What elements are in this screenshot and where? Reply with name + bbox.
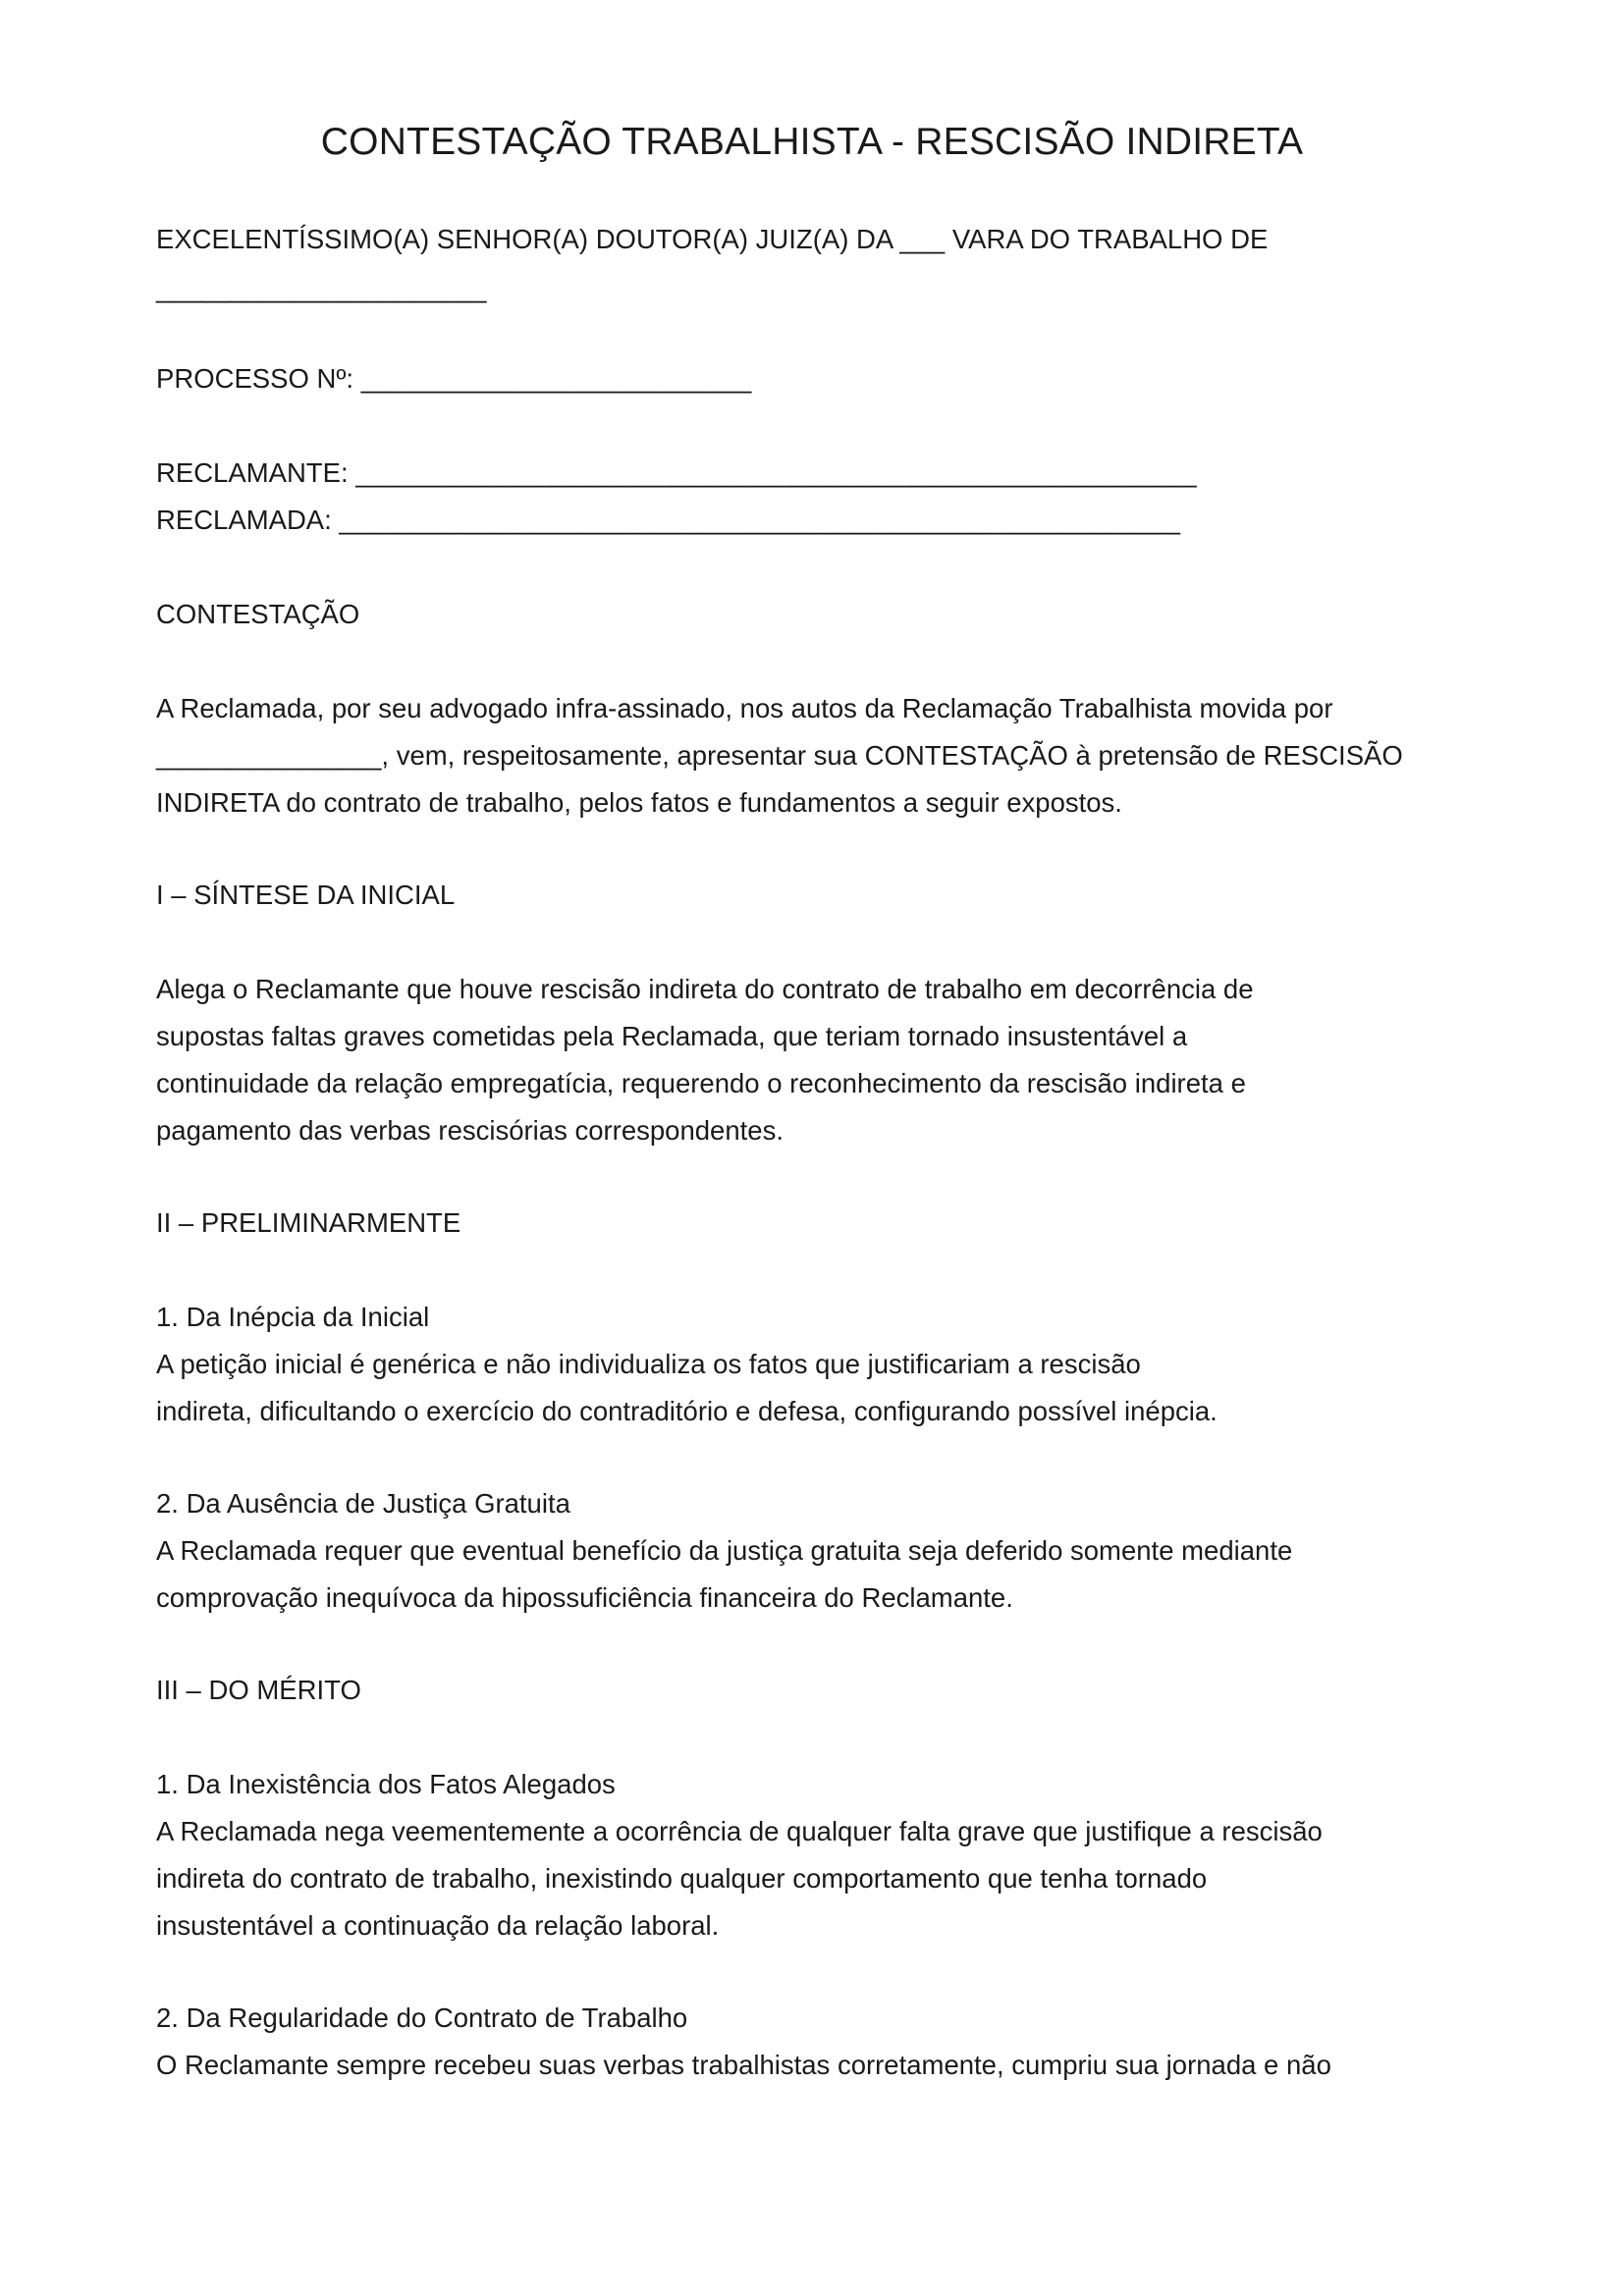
section-heading-preliminary: II – PRELIMINARMENTE (156, 1207, 461, 1238)
justica-gratuita-line: comprovação inequívoca da hipossuficiência financeira do Reclamante. (156, 1582, 1013, 1613)
contestation-heading: CONTESTAÇÃO (156, 599, 360, 629)
inexistencia-line: insustentável a continuação da relação laboral. (156, 1910, 720, 1941)
regularidade-line: O Reclamante sempre recebeu suas verbas trabalhistas corretamente, cumpriu sua jornada e não (156, 2050, 1331, 2080)
synthesis-line: continuidade da relação empregatícia, requerendo o reconhecimento da rescisão indireta e (156, 1068, 1246, 1098)
synthesis-line: Alega o Reclamante que houve rescisão indireta do contrato de trabalho em decorrência de (156, 974, 1254, 1004)
intro-line: A Reclamada, por seu advogado infra-assinado, nos autos da Reclamação Trabalhista movida por (156, 693, 1333, 723)
inexistencia-line: indireta do contrato de trabalho, inexistindo qualquer comportamento que tenha tornado (156, 1863, 1208, 1894)
respondent-field: RECLAMADA: ________________________________________________________ (156, 505, 1180, 535)
section-heading-synthesis: I – SÍNTESE DA INICIAL (156, 880, 456, 910)
inepcia-line: A petição inicial é genérica e não individualiza os fatos que justificariam a rescisão (156, 1349, 1141, 1379)
inepcia-line: indireta, dificultando o exercício do contraditório e defesa, configurando possível inépcia. (156, 1396, 1218, 1426)
claimant-field: RECLAMANTE: ________________________________________________________ (156, 457, 1197, 488)
subsection-title-justica-gratuita: 2. Da Ausência de Justiça Gratuita (156, 1488, 570, 1519)
subsection-title-inepcia: 1. Da Inépcia da Inicial (156, 1302, 430, 1332)
synthesis-line: supostas faltas graves cometidas pela Reclamada, que teriam tornado insustentável a (156, 1021, 1188, 1051)
section-heading-merit: III – DO MÉRITO (156, 1675, 361, 1705)
intro-line: _______________, vem, respeitosamente, apresentar sua CONTESTAÇÃO à pretensão de RESCISÃO (156, 740, 1403, 771)
synthesis-line: pagamento das verbas rescisórias correspondentes. (156, 1115, 784, 1146)
process-number: PROCESSO Nº: __________________________ (156, 363, 752, 394)
subsection-title-inexistencia: 1. Da Inexistência dos Fatos Alegados (156, 1769, 616, 1799)
inexistencia-line: A Reclamada nega veementemente a ocorrência de qualquer falta grave que justifique a rescisão (156, 1816, 1323, 1846)
court-address-blank: ______________________ (156, 273, 487, 303)
intro-line: INDIRETA do contrato de trabalho, pelos fatos e fundamentos a seguir expostos. (156, 787, 1122, 818)
justica-gratuita-line: A Reclamada requer que eventual benefício da justiça gratuita seja deferido somente mediante (156, 1535, 1293, 1566)
subsection-title-regularidade: 2. Da Regularidade do Contrato de Trabalho (156, 2002, 688, 2033)
court-address-line: EXCELENTÍSSIMO(A) SENHOR(A) DOUTOR(A) JUIZ(A) DA ___ VARA DO TRABALHO DE (156, 224, 1269, 254)
document-title: CONTESTAÇÃO TRABALHISTA - RESCISÃO INDIRETA (320, 121, 1304, 163)
